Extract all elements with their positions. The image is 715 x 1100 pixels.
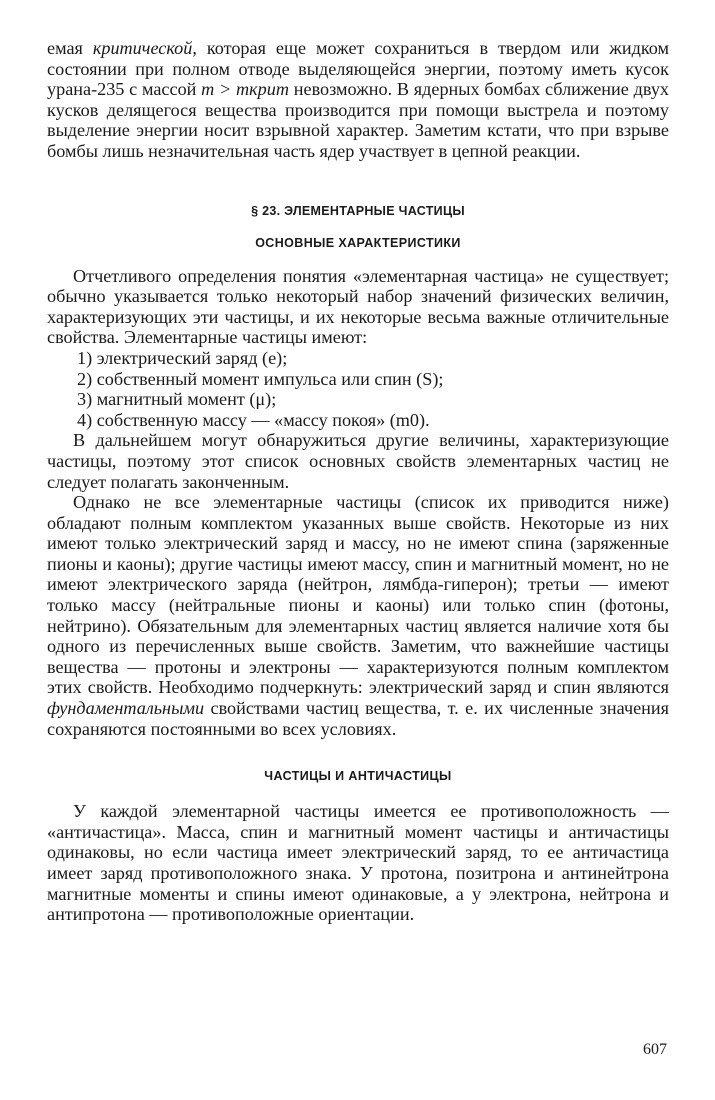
intro-text-3: невозможно. В ядерных бомбах сближение двух кусков делящегося вещества производится при помощи выстрела и поэтому выделение энергии носит взрывной характер. Заметим кстати, что при взрыве бомбы лишь незначительная часть ядер участвует в цепной реакции. bbox=[47, 79, 670, 161]
intro-text-2: , которая еще может сохраниться в твердом или жидком состоянии при полном отводе выделяющейся энергии, поэтому иметь кусок урана-235 с массой bbox=[47, 38, 669, 100]
section-title: § 23. ЭЛЕМЕНТАРНЫЕ ЧАСТИЦЫ bbox=[251, 203, 465, 218]
paragraph-definition: Отчетливого определения понятия «элементарная частица» не существует; обычно указывается только некоторый набор значений физических величин, характеризующих эти частицы, и их некоторые весьма важные отличительные свойства. Элементарные частицы имеют: bbox=[47, 265, 669, 348]
list-item: 2) собственный момент импульса или спин (S); bbox=[77, 368, 444, 389]
intro-text-1: емая bbox=[47, 38, 93, 58]
page-body bbox=[47, 38, 669, 925]
subsection-title-antiparticles: ЧАСТИЦЫ И АНТИЧАСТИЦЫ bbox=[264, 769, 452, 784]
paragraph-however bbox=[47, 492, 669, 739]
paragraph-antiparticles: У каждой элементарной частицы имеется ее противоположность — «античастица». Масса, спин и магнитный момент частицы и античастицы одинаковы, но если частица имеет электрический заряд, то ее античастица имеет заряд противоположного знака. У протона, позитрона и антинейтрона магнитные моменты и спины имеют одинаковые, а у электрона, нейтрона и антипротона — противоположные ориентации. bbox=[47, 801, 669, 925]
subsection-title-characteristics: ОСНОВНЫЕ ХАРАКТЕРИСТИКИ bbox=[255, 235, 461, 250]
paragraph-further: В дальнейшем могут обнаружиться другие величины, характеризующие частицы, поэтому этот список основных свойств элементарных частиц не следует полагать законченным. bbox=[47, 430, 669, 492]
paragraph-however-text-2: свойствами частиц вещества, т. е. их численные значения сохраняются постоянными во всех условиях. bbox=[47, 698, 669, 739]
page-number: 607 bbox=[643, 1041, 667, 1058]
paragraph-however-text-1: Однако не все элементарные частицы (список их приводится ниже) обладают полным комплектом указанных выше свойств. Некоторые из них имеют только электрический заряд и массу, но не имеют спина (заряженные пионы и каоны); другие частицы имеют массу, спин и магнитный момент, но не имеют электрического заряда (нейтрон, лямбда-гиперон); третьи — имеют только массу (нейтральные пионы и каоны) или только спин (фотоны, нейтрино). Обязательным для элементарных частиц является наличие хотя бы одного из перечисленных выше свойств. Заметим, что важнейшие частицы вещества — протоны и электроны — характеризуются полным комплектом этих свойств. Необходимо подчеркнуть: электрический заряд и спин являются bbox=[47, 492, 669, 698]
list-item: 4) собственную массу — «массу покоя» (m0). bbox=[77, 409, 430, 430]
intro-italic-term: критической bbox=[92, 38, 193, 58]
intro-paragraph bbox=[47, 38, 669, 162]
paragraph-however-italic: фундаментальными bbox=[47, 698, 205, 719]
properties-list bbox=[47, 348, 669, 430]
intro-formula: m > mкрит bbox=[201, 79, 290, 100]
list-item: 3) магнитный момент (μ); bbox=[77, 389, 277, 410]
list-item: 1) электрический заряд (e); bbox=[77, 347, 288, 368]
